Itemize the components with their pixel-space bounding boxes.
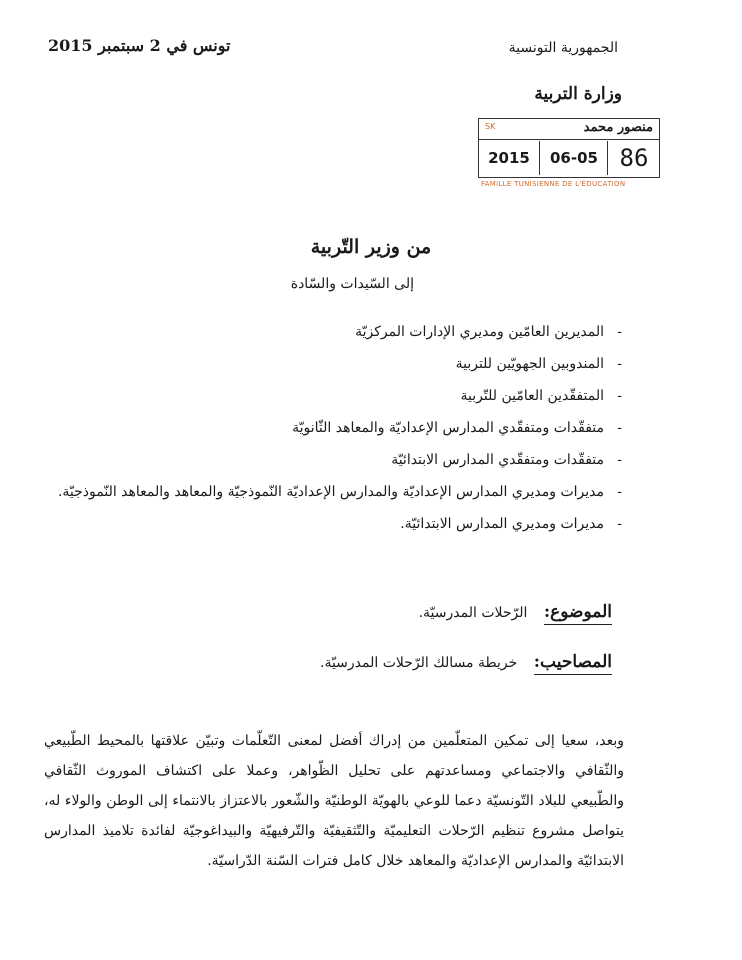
registration-stamp	[478, 118, 660, 178]
enclosure-line	[320, 652, 612, 672]
republic-header: الجمهورية التونسية	[508, 40, 618, 56]
stamp-number: 86	[619, 144, 649, 172]
stamp-reference: 06-05	[541, 141, 608, 175]
recipient-text: متفقّدات ومتفقّدي المدارس الابتدائيّة	[391, 452, 604, 468]
stamp-signature-name: منصور محمد	[583, 120, 653, 135]
subject-line	[419, 602, 612, 622]
recipient-text: المندوبين الجهويّين للتربية	[455, 356, 604, 372]
enclosure-label: المصاحيب:	[534, 652, 612, 675]
recipient-text: مديرات ومديري المدارس الإعداديّة والمدارس الإعداديّة النّموذجيّة والمعاهد والمعاهد النّموذجيّة.	[57, 484, 604, 500]
recipient-text: المديرين العامّين ومديري الإدارات المركزيّة	[355, 324, 604, 340]
recipient-text: متفقّدات ومتفقّدي المدارس الإعداديّة والمعاهد الثّانويّة	[292, 420, 604, 436]
list-item: - المندوبين الجهويّين للتربية	[455, 356, 622, 372]
stamp-year: 2015	[479, 141, 540, 175]
letter-addressee-intro: إلى السّيدات والسّادة	[290, 276, 414, 292]
list-item: - متفقّدات ومتفقّدي المدارس الإعداديّة والمعاهد الثّانويّة	[292, 420, 622, 436]
enclosure-text: خريطة مسالك الرّحلات المدرسيّة.	[320, 655, 518, 671]
list-item: - المتفقّدين العامّين للتّربية	[460, 388, 622, 404]
recipient-text: مديرات ومديري المدارس الابتدائيّة.	[400, 516, 604, 532]
subject-text: الرّحلات المدرسيّة.	[418, 605, 528, 621]
letter-sender: من وزير التّربية	[310, 236, 432, 258]
recipient-text: المتفقّدين العامّين للتّربية	[460, 388, 604, 404]
list-item: - مديرات ومديري المدارس الابتدائيّة.	[400, 516, 622, 532]
subject-label: الموضوع:	[544, 602, 612, 625]
letter-body: وبعد، سعيا إلى تمكين المتعلّمين من إدراك أفضل لمعنى التّعلّمات وتبيّن علاقتها بالمحيط الطّبيعي والثّقافي والاجتماعي ومساعدتهم على تحليل الظّواهر، وعملا على اكتشاف الموروث الثّقافي والطّبيعي للبلاد التّونسيّة دعما للوعي بالهويّة الوطنيّة والشّعور بالاعتزاز بالانتماء إلى الوطن والولاء له، يتواصل مشروع تنظيم الرّحلات التعليميّة والتّثقيفيّة والتّرفيهيّة والبيداغوجيّة لفائدة تلاميذ المدارس الابتدائيّة والمدارس الإعداديّة والمعاهد خلال كامل فترات السّنة الدّراسيّة.	[44, 733, 624, 869]
recipients-list	[0, 316, 622, 540]
list-item: - متفقّدات ومتفقّدي المدارس الابتدائيّة	[391, 452, 622, 468]
stamp-sk-label: SK	[485, 122, 496, 131]
letter-date: تونس في 2 سبتمبر 2015	[48, 36, 231, 55]
list-item: - المديرين العامّين ومديري الإدارات المركزيّة	[355, 324, 622, 340]
list-item: - مديرات ومديري المدارس الإعداديّة والمدارس الإعداديّة النّموذجيّة والمعاهد والمعاهد النّموذجيّة.	[0, 476, 622, 508]
ministry-header: وزارة التربية	[534, 84, 622, 104]
stamp-organization: FAMILLE TUNISIENNE DE L'ÉDUCATION	[481, 180, 626, 188]
stamp-top-row	[479, 119, 659, 140]
